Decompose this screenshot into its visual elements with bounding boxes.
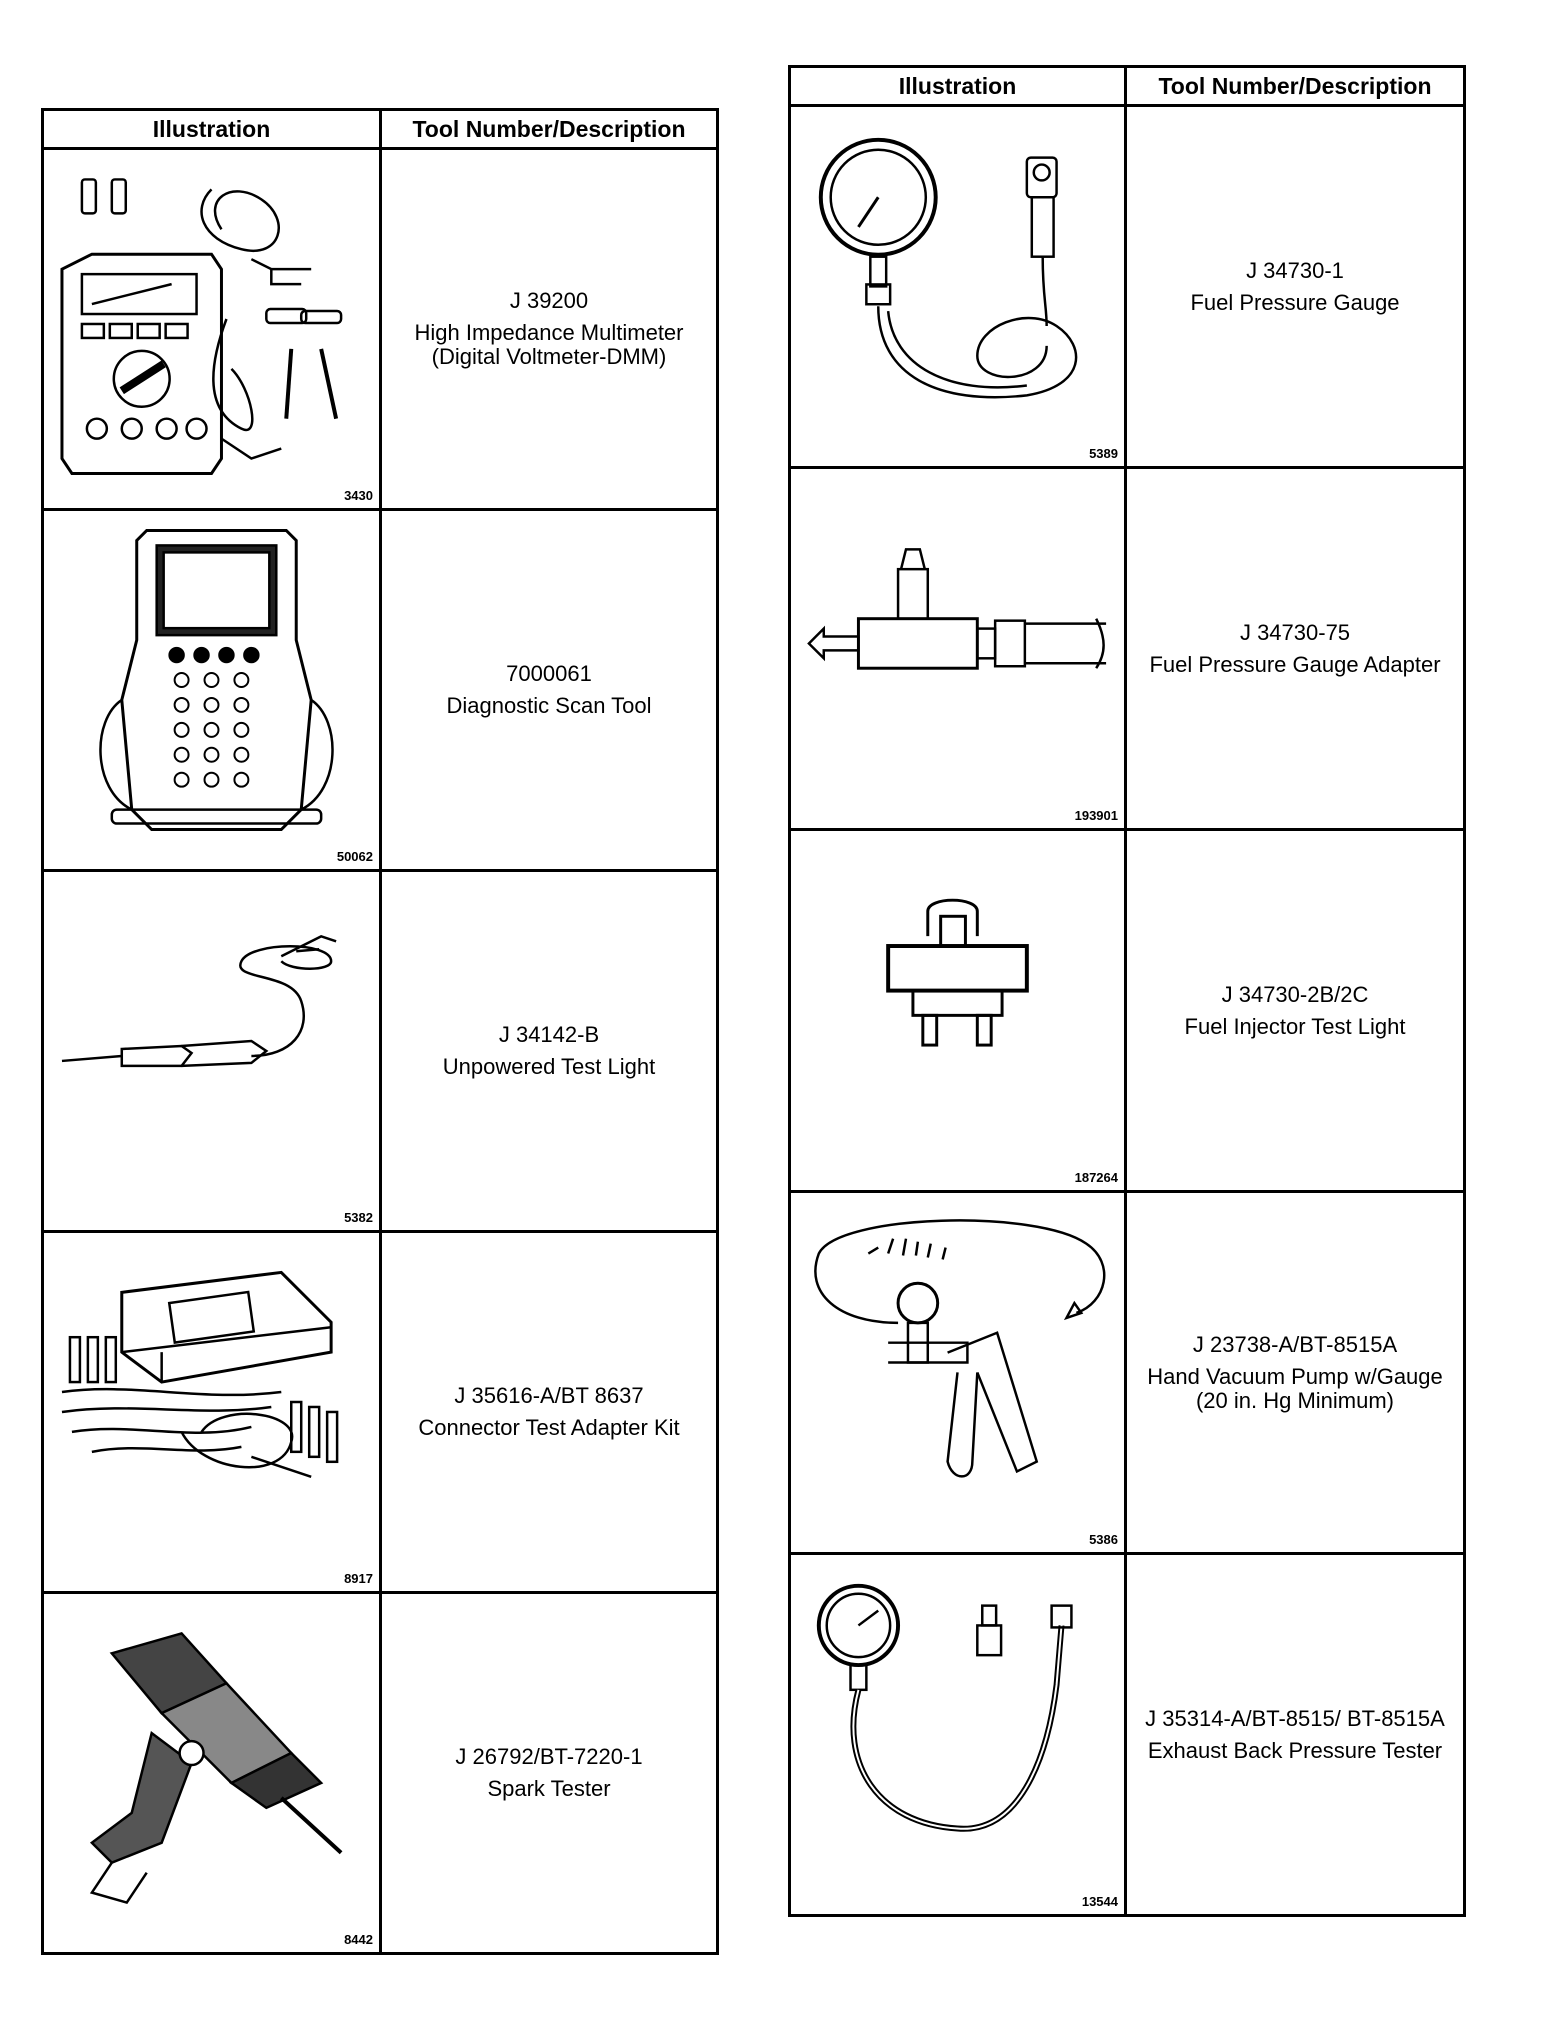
figure-number: 13544: [1081, 1894, 1118, 1909]
figure-number: 5382: [344, 1210, 373, 1225]
illustration-cell: [790, 106, 1126, 468]
tool-name: Hand Vacuum Pump w/Gauge (20 in. Hg Minimum): [1147, 1363, 1443, 1413]
figure-number: 5389: [1089, 446, 1118, 461]
illustration-cell: [43, 871, 381, 1232]
gauge-adapter-illustration: [799, 477, 1116, 800]
tool-name: Fuel Pressure Gauge: [1190, 289, 1400, 315]
table-row: [43, 149, 718, 510]
illustration-header: Illustration: [43, 110, 381, 149]
tool-number: J 35314-A/BT-8515/ BT-8515A: [1145, 1705, 1445, 1731]
tool-number: J 23738-A/BT-8515A: [1192, 1331, 1398, 1357]
left-tool-table: [41, 108, 719, 1955]
tool-number: J 26792/BT-7220-1: [455, 1744, 643, 1769]
test-light-illustration: [52, 880, 371, 1202]
table-header-row: [43, 110, 718, 149]
tool-description-cell: [381, 510, 718, 871]
tool-header: Tool Number/Description: [381, 110, 718, 149]
tool-description-cell: [1126, 1192, 1465, 1554]
table-row: [43, 1232, 718, 1593]
scan-tool-illustration: [52, 519, 371, 841]
table-row: [790, 106, 1465, 468]
tool-header: Tool Number/Description: [1126, 67, 1465, 106]
figure-number: 50062: [336, 849, 373, 864]
table-row: [790, 468, 1465, 830]
vacuum-pump-illustration: [799, 1201, 1116, 1524]
back-pressure-tester-illustration: [799, 1563, 1116, 1886]
illustration-cell: [43, 510, 381, 871]
table-row: [43, 1593, 718, 1954]
spark-tester-illustration: [52, 1602, 371, 1924]
table-row: [790, 1192, 1465, 1554]
tool-number: J 34730-1: [1246, 257, 1344, 283]
figure-number: 187264: [1074, 1170, 1118, 1185]
illustration-cell: [43, 1232, 381, 1593]
tool-number: J 35616-A/BT 8637: [454, 1383, 644, 1408]
tool-description-cell: [381, 149, 718, 510]
tool-name: Connector Test Adapter Kit: [418, 1415, 680, 1440]
tool-description-cell: [381, 871, 718, 1232]
tool-name: Fuel Pressure Gauge Adapter: [1149, 651, 1441, 677]
tool-description-cell: [381, 1593, 718, 1954]
tool-number: 7000061: [506, 661, 592, 686]
tool-number: J 34730-2B/2C: [1221, 981, 1369, 1007]
illustration-cell: [790, 830, 1126, 1192]
tool-name: Diagnostic Scan Tool: [446, 693, 652, 718]
figure-number: 8442: [344, 1932, 373, 1947]
pressure-gauge-illustration: [799, 115, 1116, 438]
tool-description-cell: [1126, 106, 1465, 468]
figure-number: 5386: [1089, 1532, 1118, 1547]
illustration-cell: [790, 468, 1126, 830]
illustration-cell: [43, 1593, 381, 1954]
tool-name: Exhaust Back Pressure Tester: [1147, 1737, 1443, 1763]
tool-number: J 34142-B: [498, 1022, 600, 1047]
table-header-row: [790, 67, 1465, 106]
figure-number: 193901: [1074, 808, 1118, 823]
tool-number: J 34730-75: [1239, 619, 1351, 645]
injector-test-light-illustration: [799, 839, 1116, 1162]
tool-name: Unpowered Test Light: [442, 1054, 656, 1079]
multimeter-illustration: [52, 158, 371, 480]
tool-description-cell: [1126, 468, 1465, 830]
table-row: [790, 830, 1465, 1192]
adapter-kit-illustration: [52, 1241, 371, 1563]
illustration-cell: [790, 1192, 1126, 1554]
figure-number: 3430: [344, 488, 373, 503]
right-tool-table: [788, 65, 1466, 1917]
table-row: [43, 871, 718, 1232]
tool-name: High Impedance Multimeter (Digital Voltmeter-DMM): [414, 320, 684, 369]
table-row: [790, 1554, 1465, 1916]
tool-name: Spark Tester: [487, 1776, 611, 1801]
tool-description-cell: [381, 1232, 718, 1593]
illustration-header: Illustration: [790, 67, 1126, 106]
illustration-cell: [790, 1554, 1126, 1916]
tool-number: J 39200: [509, 288, 589, 313]
illustration-cell: [43, 149, 381, 510]
tool-description-cell: [1126, 1554, 1465, 1916]
tool-name: Fuel Injector Test Light: [1184, 1013, 1406, 1039]
tool-description-cell: [1126, 830, 1465, 1192]
table-row: [43, 510, 718, 871]
figure-number: 8917: [344, 1571, 373, 1586]
